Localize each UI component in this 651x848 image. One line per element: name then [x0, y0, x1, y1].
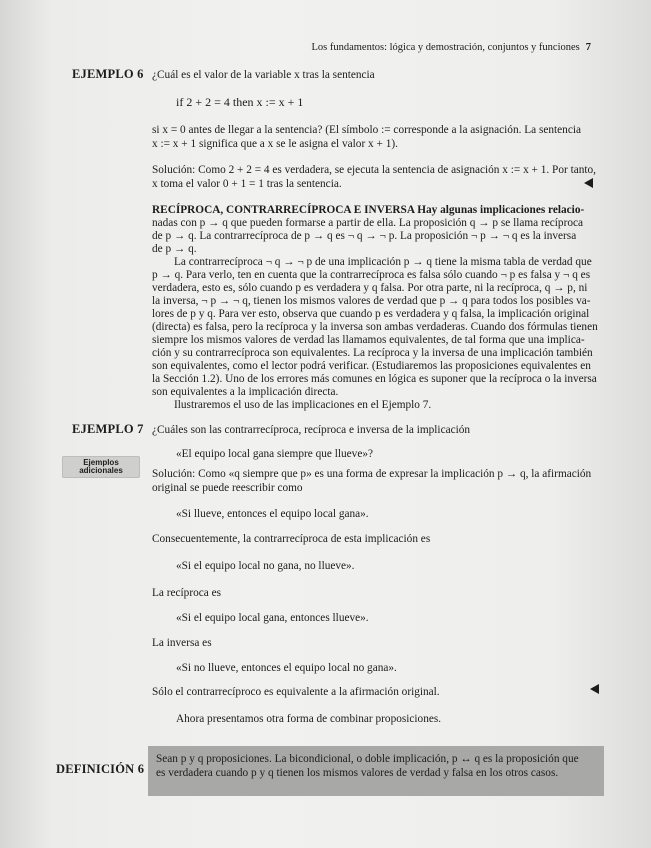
reciproca-line: siempre los mismos valores de verdad las llamamos equivalentes, de tal forma que una implica- [152, 334, 585, 346]
ejemplo6-para-line: x := x + 1 significa que a x se le asigna el valor x + 1). [152, 138, 398, 150]
definition-box [148, 746, 604, 796]
ejemplo7-quote: «Si el equipo local gana, entonces llueve». [176, 612, 369, 624]
reciproca-line: de p → q. [152, 243, 197, 255]
ejemplo7-question: ¿Cuáles son las contrarrecíproca, recíproca e inversa de la implicación [152, 424, 471, 436]
ejemplo7-label: EJEMPLO 7 [72, 422, 144, 436]
page-number: 7 [585, 42, 591, 53]
reciproca-line: La contrarrecíproca ¬ q → ¬ p de una implicación p → q tiene la misma tabla de verdad que [174, 256, 592, 268]
ejemplo7-text: Sólo el contrarrecíproco es equivalente a la afirmación original. [152, 686, 440, 698]
end-of-example-marker-icon [590, 684, 599, 694]
ejemplo7-quote: «El equipo local gana siempre que llueve»? [176, 448, 373, 460]
reciproca-line: la Sección 1.2). Uno de los errores más comunes en lógica es suponer que la recíproca o la inversa [152, 373, 597, 385]
reciproca-line: de p → q. La contrarrecíproca de p → q es ¬ q → ¬ p. La proposición ¬ p → ¬ q es la inversa [152, 230, 577, 242]
running-head-title: Los fundamentos: lógica y demostración, conjuntos y funciones [311, 42, 580, 53]
reciproca-line: RECÍPROCA, CONTRARRECÍPROCA E INVERSA Hay algunas implicaciones relacio- [152, 204, 585, 216]
reciproca-line: ción y su contrarrecíproca son equivalentes. La recíproca y la inversa de una implicación también [152, 347, 593, 359]
reciproca-line: p → q. Para verlo, ten en cuenta que la contrarrecíproca es falsa sólo cuando ¬ p es falsa y ¬ q es [152, 269, 591, 281]
ejemplo7-quote: «Si no llueve, entonces el equipo local no gana». [176, 662, 397, 674]
reciproca-line: Ilustraremos el uso de las implicaciones en el Ejemplo 7. [174, 399, 432, 411]
reciproca-line: (directa) es falsa, pero la recíproca y la inversa son ambas verdaderas. Cuando dos fórmulas tienen [152, 321, 598, 333]
reciproca-line: son equivalentes, como el lector podrá verificar. (Estudiaremos las proposiciones equivalentes en [152, 360, 591, 372]
ejemplo7-solution-line: original se puede reescribir como [152, 482, 303, 494]
ejemplo7-text: Consecuentemente, la contrarrecíproca de esta implicación es [152, 533, 431, 545]
ejemplo7-quote: «Si llueve, entonces el equipo local gana». [176, 508, 369, 520]
ejemplo6-para-line: si x = 0 antes de llegar a la sentencia? (El símbolo := corresponde a la asignación. La sentencia [152, 124, 582, 136]
definicion6-label: DEFINICIÓN 6 [56, 762, 145, 776]
reciproca-line: nadas con p → q que pueden formarse a partir de ella. La proposición q → p se llama recíproca [152, 217, 584, 229]
ejemplo7-quote: «Si el equipo local no gana, no llueve». [176, 560, 355, 572]
ejemplo6-solution-line: x toma el valor 0 + 1 = 1 tras la sentencia. [152, 178, 342, 190]
reciproca-section [152, 204, 604, 412]
ejemplo6-label: EJEMPLO 6 [72, 67, 144, 81]
reciproca-line: son equivalentes a la implicación directa. [152, 386, 339, 398]
ejemplo7-solution-line: Solución: Como «q siempre que p» es una forma de expresar la implicación p → q, la afirmación [152, 468, 592, 480]
ejemplo6-question: ¿Cuál es el valor de la variable x tras la sentencia [152, 69, 375, 81]
ejemplo6-solution-line: Solución: Como 2 + 2 = 4 es verdadera, se ejecuta la sentencia de asignación x := x + 1. Por tanto, [152, 164, 596, 176]
reciproca-line: verdadera, esto es, sólo cuando p es verdadera y q falsa. Por otra parte, ni la recíproca, q → p, ni [152, 282, 588, 294]
end-of-example-marker-icon [584, 178, 593, 188]
definition-line: Sean p y q proposiciones. La bicondicional, o doble implicación, p ↔ q es la proposición que [156, 753, 579, 765]
ejemplos-adicionales-badge[interactable]: Ejemplos adicionales [62, 456, 140, 478]
reciproca-line: lores de p y q. Para ver esto, observa que cuando p es verdadera y q falsa, la implicación original [152, 308, 590, 320]
reciproca-line: la inversa, ¬ p → ¬ q, tienen los mismos valores de verdad que p → q para todos los posibles va- [152, 295, 591, 307]
ejemplo6-statement: if 2 + 2 = 4 then x := x + 1 [176, 95, 304, 109]
ejemplo7-text: Ahora presentamos otra forma de combinar proposiciones. [176, 713, 442, 725]
running-head [311, 42, 591, 53]
ejemplo7-text: La recíproca es [152, 587, 221, 599]
definition-line: es verdadera cuando p y q tienen los mismos valores de verdad y falsa en los otros casos. [156, 767, 559, 779]
ejemplo7-text: La inversa es [152, 637, 212, 649]
